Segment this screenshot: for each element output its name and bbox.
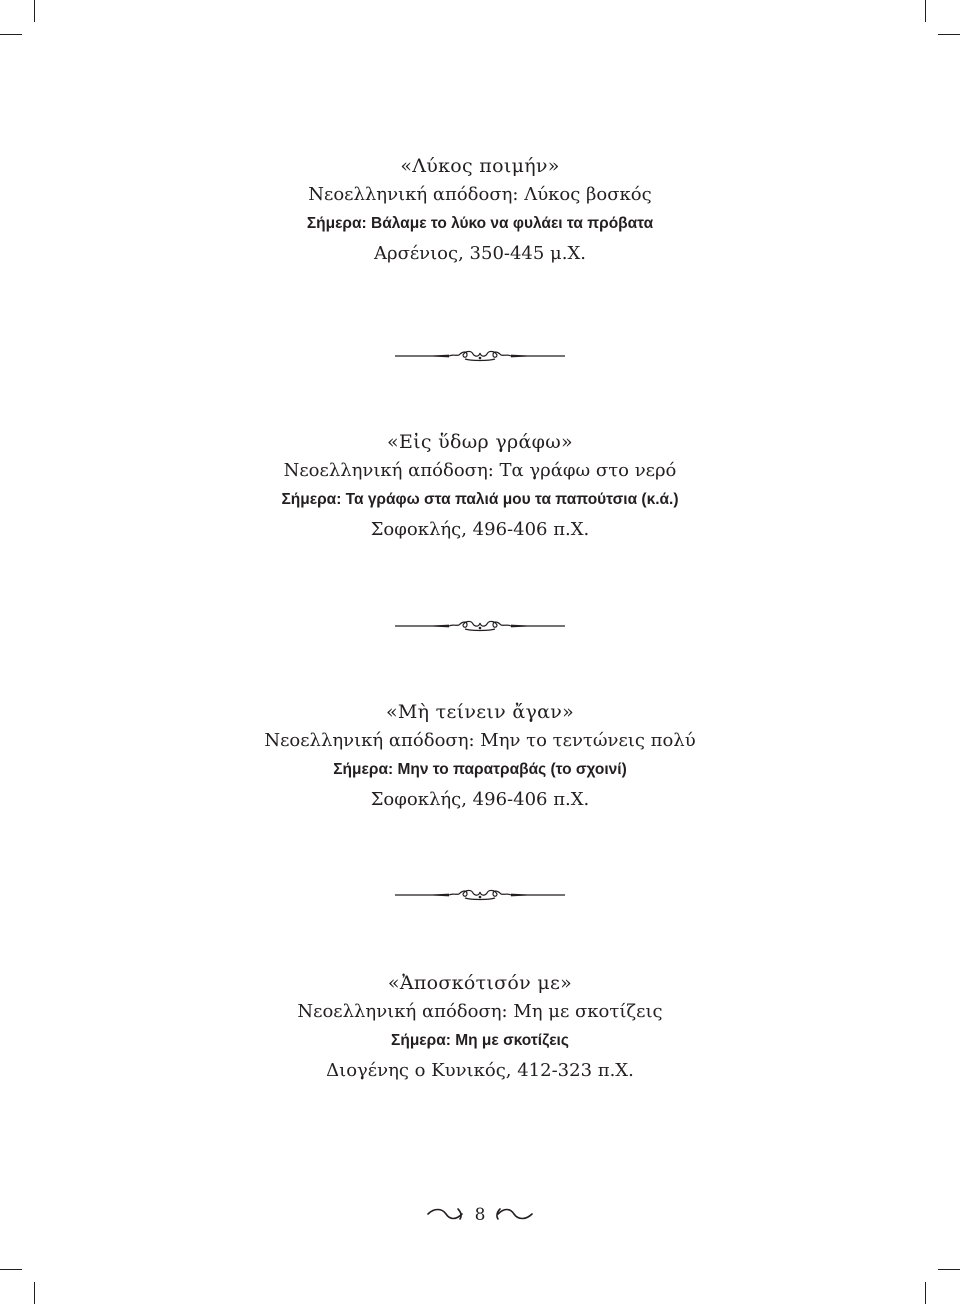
crop-mark-bottom-right-h (938, 1269, 960, 1270)
proverb-entry (0, 970, 960, 1085)
author-attribution: Αρσένιος, 350-445 μ.Χ. (373, 243, 587, 264)
crop-mark-top-left-v (34, 0, 35, 22)
crop-mark-bottom-left-v (34, 1282, 35, 1304)
modern-rendering: Νεοελληνική απόδοση: Λύκος βοσκός (308, 184, 652, 205)
page-number: 8 (474, 1205, 486, 1225)
crop-mark-top-left-h (0, 34, 22, 35)
proverb-title: «Λύκος ποιμήν» (400, 155, 560, 177)
proverb-title: «Εἰς ὕδωρ γράφω» (387, 431, 573, 453)
today-saying: Σήμερα: Βάλαμε το λύκο να φυλάει τα πρόβατα (306, 215, 654, 232)
proverb-entry (0, 153, 960, 268)
author-attribution: Σοφοκλής, 496-406 π.Χ. (370, 519, 590, 540)
flourish-divider-icon (393, 345, 567, 365)
modern-rendering: Νεοελληνική απόδοση: Τα γράφω στο νερό (283, 460, 677, 481)
author-attribution: Σοφοκλής, 496-406 π.Χ. (370, 789, 590, 810)
today-saying: Σήμερα: Τα γράφω στα παλιά μου τα παπούτσια (κ.ά.) (281, 491, 679, 508)
crop-mark-bottom-right-v (925, 1282, 926, 1304)
crop-mark-bottom-left-h (0, 1269, 22, 1270)
today-saying: Σήμερα: Μην το παρατραβάς (το σχοινί) (333, 761, 627, 778)
crop-mark-top-right-v (925, 0, 926, 22)
today-saying: Σήμερα: Μη με σκοτίζεις (391, 1032, 569, 1049)
proverb-entry (0, 699, 960, 814)
author-attribution: Διογένης ο Κυνικός, 412-323 π.Χ. (326, 1060, 634, 1081)
proverb-title: «Μὴ τείνειν ἄγαν» (385, 701, 575, 723)
flourish-divider-icon (393, 615, 567, 635)
crop-mark-top-right-h (938, 34, 960, 35)
modern-rendering: Νεοελληνική απόδοση: Μην το τεντώνεις πολύ (264, 730, 696, 751)
flourish-divider-icon (393, 884, 567, 904)
modern-rendering: Νεοελληνική απόδοση: Μη με σκοτίζεις (297, 1001, 663, 1022)
proverb-entry (0, 429, 960, 544)
proverb-title: «Ἀποσκότισόν με» (387, 972, 573, 994)
